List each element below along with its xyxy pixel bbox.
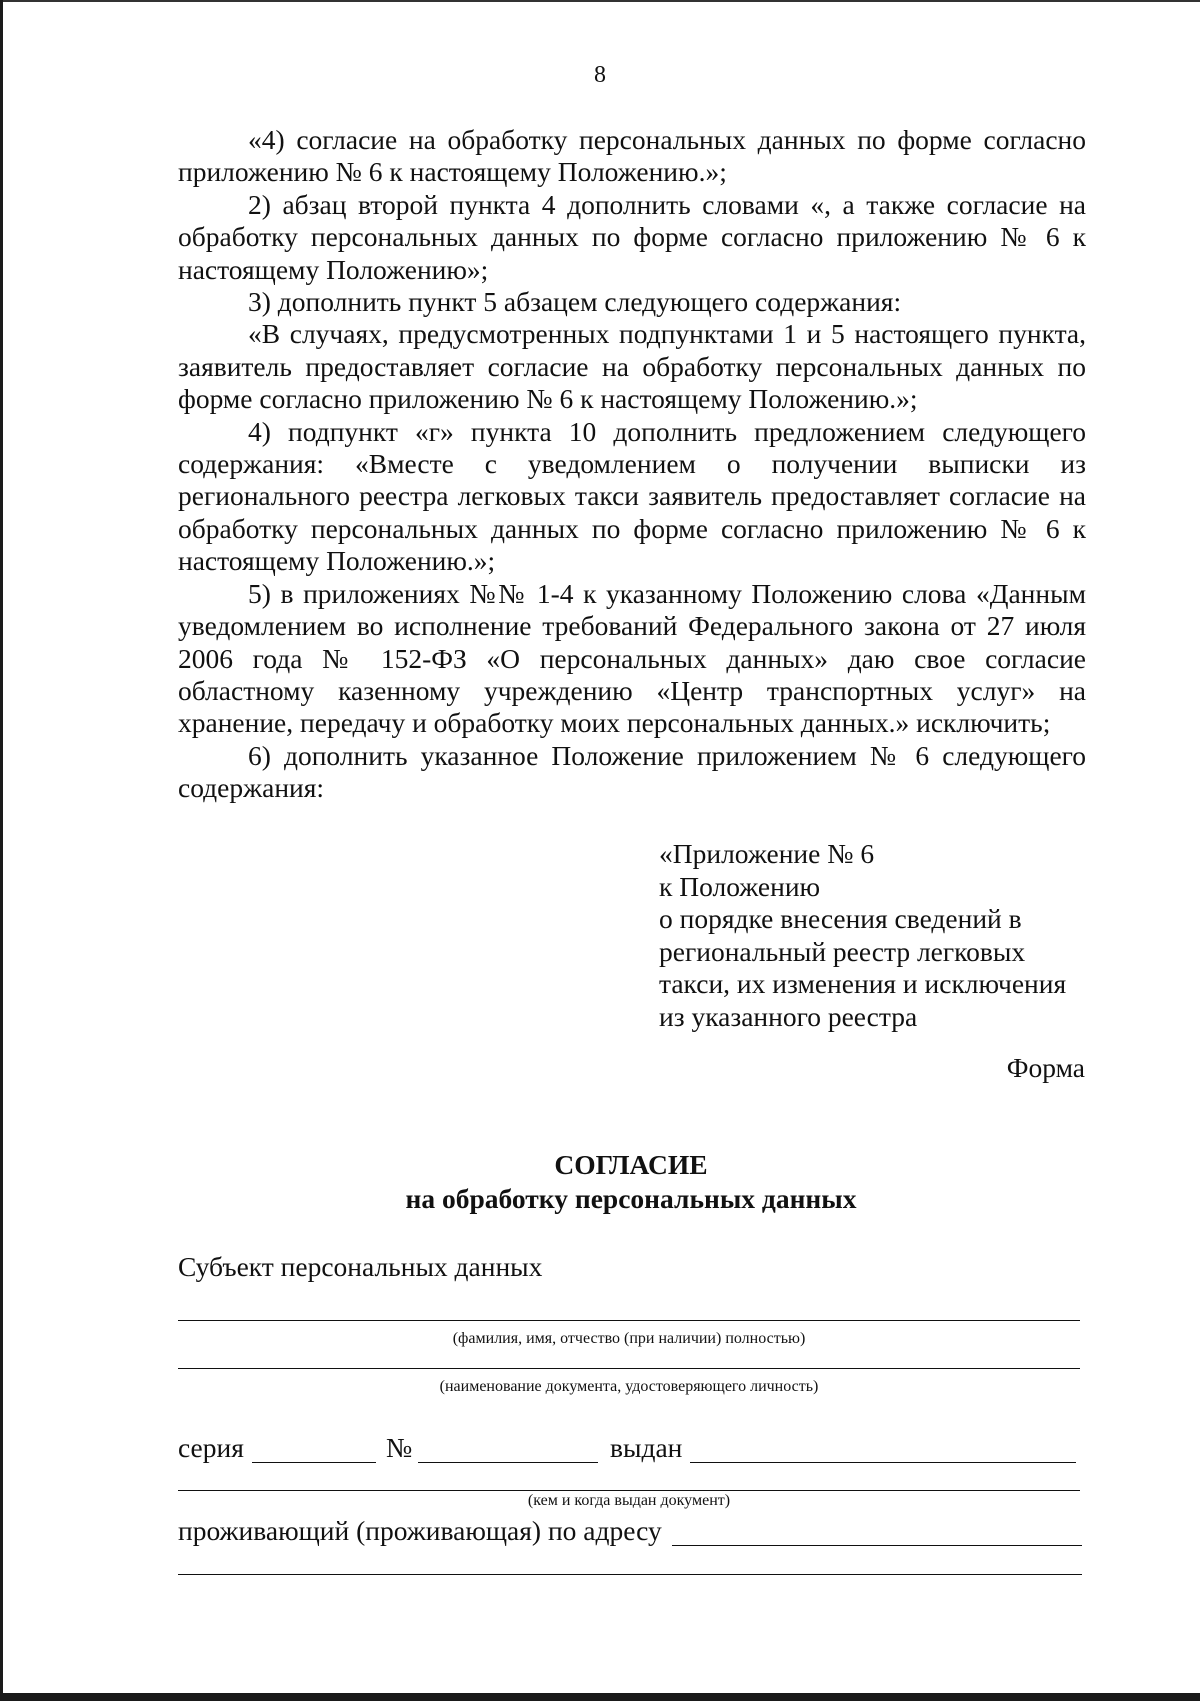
scan-top-edge (0, 0, 1200, 2)
subject-label: Субъект персональных данных (178, 1251, 543, 1282)
address-continuation-line[interactable] (178, 1574, 1082, 1575)
address-label: проживающий (проживающая) по адресу (178, 1515, 662, 1546)
number-input-line[interactable] (418, 1462, 598, 1463)
address-input-line[interactable] (672, 1545, 1082, 1546)
document-input-line[interactable] (178, 1368, 1080, 1369)
appendix-heading (659, 838, 1099, 1033)
fio-input-line[interactable] (178, 1320, 1080, 1321)
paragraph-amend-4: 4) подпункт «г» пункта 10 дополнить предложением следующего содержания: «Вместе с уведомлением о получении выписки из регионального реестра легковых такси заявитель предоставляет согласие на обработку персональных данных по форме согласно приложению № 6 к настоящему Положению.»; (178, 415, 1086, 577)
scan-bottom-edge (0, 1693, 1200, 1701)
appendix-line: к Положению (659, 870, 821, 902)
series-label: серия (178, 1432, 244, 1463)
appendix-line: «Приложение № 6 (659, 838, 875, 869)
fio-caption: (фамилия, имя, отчество (при наличии) полностью) (452, 1330, 806, 1347)
issued-by-input-line[interactable] (178, 1490, 1080, 1491)
paragraph-amend-5: 5) в приложениях №№ 1-4 к указанному Положению слова «Данным уведомлением во исполнение требований Федерального закона от 27 июля 2006 года № 152-ФЗ «О персональных данных» даю свое согласие областному казенному учреждению «Центр транспортных услуг» на хранение, передачу и обработку моих персональных данных.» исключить; (178, 577, 1086, 739)
number-label: № (386, 1432, 413, 1463)
paragraph-amend-6: 6) дополнить указанное Положение приложением № 6 следующего содержания: (178, 739, 1086, 804)
appendix-line: из указанного реестра (659, 1000, 918, 1032)
paragraph-amend-2: 2) абзац второй пункта 4 дополнить словами «, а также согласие на обработку персональных данных по форме согласно приложению № 6 к настоящему Положению»; (178, 188, 1086, 285)
document-caption: (наименование документа, удостоверяющего личность) (439, 1378, 819, 1395)
appendix-line: такси, их изменения и исключения (659, 968, 1067, 999)
consent-subtitle: на обработку персональных данных (405, 1183, 857, 1214)
issued-caption: (кем и когда выдан документ) (527, 1492, 731, 1509)
paragraph-amend-3: 3) дополнить пункт 5 абзацем следующего содержания: (248, 286, 902, 318)
series-input-line[interactable] (252, 1462, 376, 1463)
amendment-body (178, 124, 1086, 805)
scan-left-edge (0, 0, 3, 1701)
paragraph-quote-cases: «В случаях, предусмотренных подпунктами 1 и 5 настоящего пункта, заявитель предоставляет согласие на обработку персональных данных по форме согласно приложению № 6 к настоящему Положению.»; (178, 318, 1086, 415)
appendix-line: о порядке внесения сведений в (659, 903, 1022, 934)
paragraph-item-4: «4) согласие на обработку персональных данных по форме согласно приложению № 6 к настоящему Положению.»; (178, 124, 1086, 188)
consent-title: СОГЛАСИЕ (554, 1149, 708, 1180)
appendix-line: региональный реестр легковых (659, 935, 1026, 967)
form-label: Форма (1006, 1052, 1085, 1083)
page-number: 8 (594, 62, 606, 88)
issued-input-line[interactable] (690, 1462, 1076, 1463)
issued-label: выдан (610, 1432, 683, 1463)
